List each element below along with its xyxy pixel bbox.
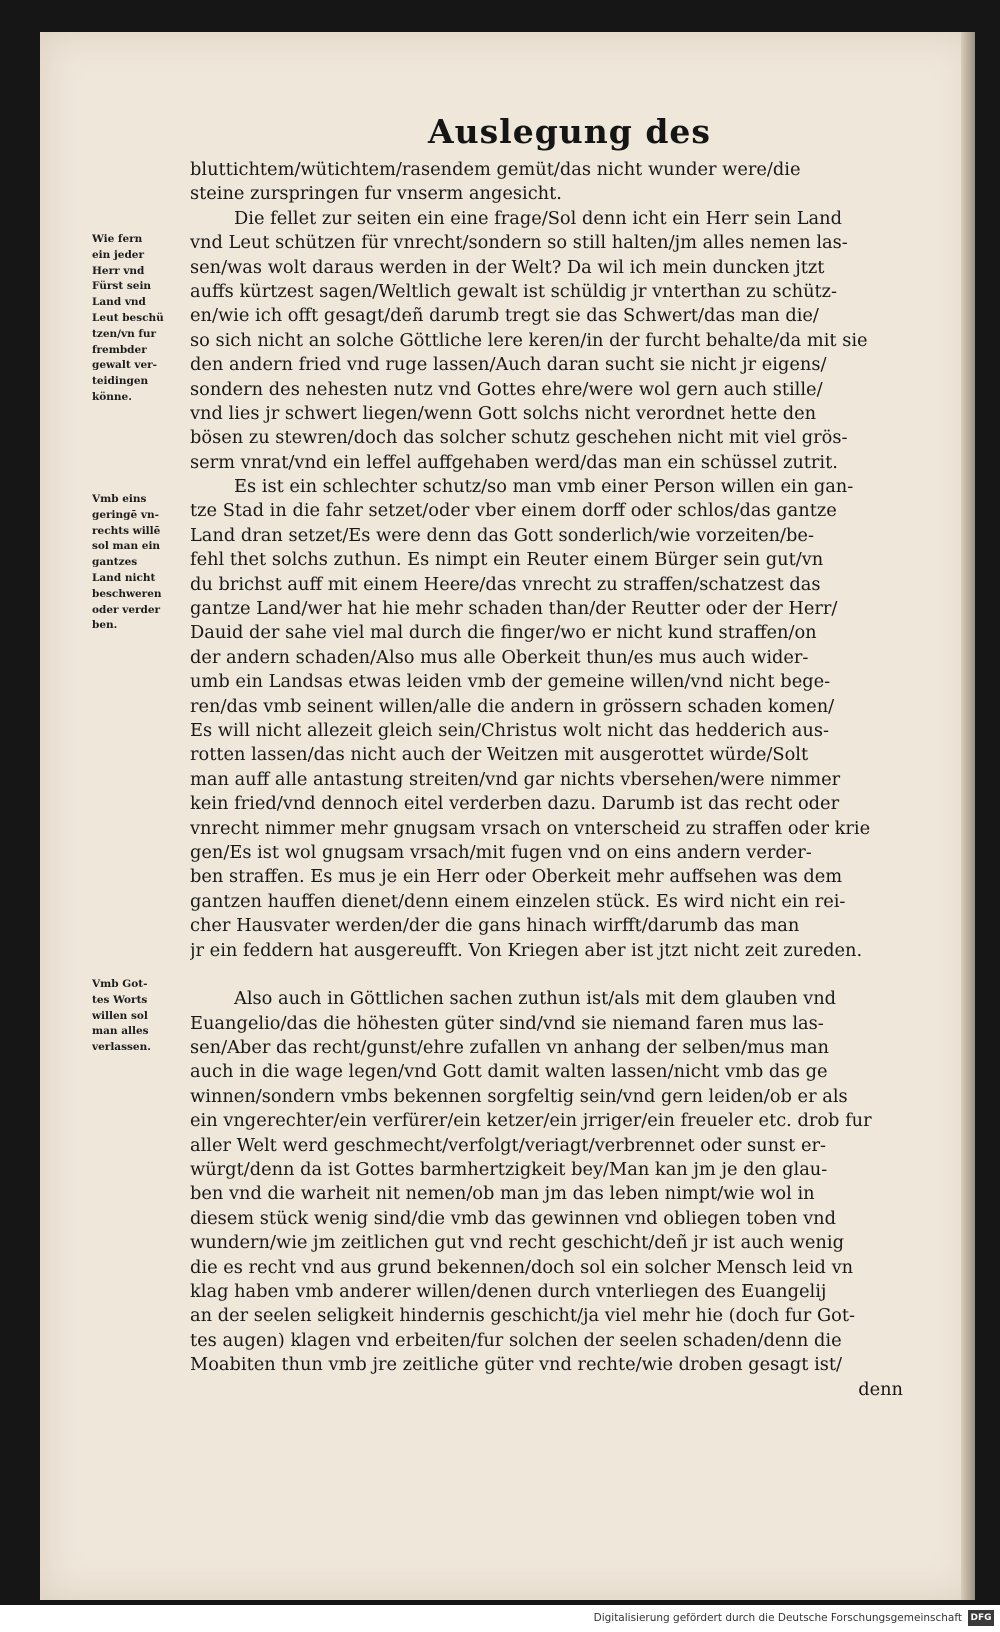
margin-note-line: gantzes — [92, 556, 138, 569]
running-head: Auslegung des — [428, 112, 711, 151]
text-line: Dauid der sahe viel mal durch die finger/wo er nicht kund straffen/on — [190, 622, 817, 644]
text-line: tes augen) klagen vnd erbeiten/fur solchen der seelen schaden/denn die — [190, 1329, 842, 1351]
text-line: tze Stad in die fahr setzet/oder vber einem dorff oder schlos/das gantze — [190, 500, 837, 522]
text-line: sen/was wolt daraus werden in der Welt? Da wil ich mein duncken jtzt — [190, 256, 825, 278]
margin-note-line: könne. — [92, 390, 132, 403]
margin-note-line: ein jeder — [92, 248, 144, 261]
margin-note-3 — [92, 977, 184, 1056]
margin-note-line: Land nicht — [92, 571, 156, 584]
margin-note-line: tzen/vn fur — [92, 327, 157, 340]
margin-note-line: ben. — [92, 619, 118, 632]
margin-note-line: Fürst sein — [92, 280, 152, 293]
text-line: jr ein feddern hat ausgereufft. Von Kriegen aber ist jtzt nicht zeit zureden. — [190, 939, 863, 961]
text-line: en/wie ich offt gesagt/deñ darumb tregt sie das Schwert/das man die/ — [190, 305, 819, 327]
text-line: den andern fried vnd ruge lassen/Auch daran sucht sie nicht jr eigens/ — [190, 354, 827, 376]
text-line: bösen zu stewren/doch das solcher schutz geschehen nicht mit viel grös- — [190, 427, 848, 449]
text-line: bluttichtem/wütichtem/rasendem gemüt/das nicht wunder were/die — [190, 159, 801, 180]
text-line: würgt/denn da ist Gottes barmhertzigkeit bey/Man kan jm je den glau- — [190, 1159, 828, 1181]
margin-note-line: gewalt ver- — [92, 359, 158, 372]
text-line: gantzen hauffen dienet/denn einem einzelen stück. Es wird nicht ein rei- — [190, 890, 846, 912]
margin-note-line: teidingen — [92, 375, 149, 388]
margin-note-2 — [92, 492, 184, 634]
text-line: Also auch in Göttlichen sachen zuthun ist/als mit dem glauben vnd — [234, 988, 837, 1010]
text-line: wundern/wie jm zeitlichen gut vnd recht geschicht/deñ jr ist auch wenig — [190, 1232, 844, 1254]
text-line: ren/das vmb seinent willen/alle die andern in grössern schaden komen/ — [190, 695, 835, 717]
text-line: winnen/sondern vmbs bekennen sorgfeltig sein/vnd gern leiden/ob er als — [190, 1085, 848, 1107]
margin-note-line: Land vnd — [92, 296, 146, 309]
margin-note-line: tes Worts — [92, 993, 148, 1006]
text-line: du brichst auff mit einem Heere/das vnrecht zu straffen/schatzest das — [190, 573, 821, 595]
text-line: rotten lassen/das nicht auch der Weitzen mit ausgerottet würde/Solt — [190, 744, 809, 766]
margin-note-line: Vmb Got- — [92, 978, 148, 990]
text-line: sen/Aber das recht/gunst/ehre zufallen vn anhang der selben/mus man — [190, 1037, 830, 1059]
text-line: der andern schaden/Also mus alle Oberkeit thun/es mus auch wider- — [190, 646, 809, 668]
text-line: cher Hausvater werden/der die gans hinach wirfft/darumb das man — [190, 915, 800, 937]
text-line: vnd lies jr schwert liegen/wenn Gott solchs nicht verordnet hette den — [190, 402, 817, 424]
catchword: denn — [858, 1378, 903, 1400]
text-line: vnd Leut schützen für vnrecht/sondern so still halten/jm alles nemen las- — [190, 232, 848, 254]
text-line: aller Welt werd geschmecht/verfolgt/veriagt/verbrennet oder sunst er- — [190, 1134, 827, 1156]
margin-note-line: oder verder — [92, 603, 161, 616]
text-line: auch in die wage legen/vnd Gott damit walten lassen/nicht vmb das ge — [190, 1061, 828, 1083]
text-line: gantze Land/wer hat hie mehr schaden than/der Reutter oder der Herr/ — [190, 598, 838, 620]
text-line: fehl thet solchs zuthun. Es nimpt ein Reuter einem Bürger sein gut/vn — [190, 549, 824, 571]
dfg-logo-icon: DFG — [968, 1610, 994, 1626]
text-line: ein vngerechter/ein verfürer/ein ketzer/ein jrriger/ein freueler etc. drob fur — [190, 1110, 872, 1132]
text-line: an der seelen seligkeit hindernis geschicht/ja viel mehr hie (doch fur Got- — [190, 1305, 856, 1327]
page-edge — [961, 32, 975, 1600]
text-line: Die fellet zur seiten ein eine frage/Sol denn icht ein Herr sein Land — [234, 207, 842, 229]
text-line: diesem stück wenig sind/die vmb das gewinnen vnd obliegen toben vnd — [190, 1207, 836, 1229]
text-line: ben straffen. Es mus je ein Herr oder Oberkeit mehr auffsehen was dem — [190, 866, 843, 888]
text-line: sondern des nehesten nutz vnd Gottes ehre/were wol gern auch stille/ — [190, 378, 823, 400]
text-line: vnrecht nimmer mehr gnugsam vrsach on vnterscheid zu straffen oder krie — [190, 817, 871, 839]
text-line: Land dran setzet/Es were denn das Gott sonderlich/wie vorzeiten/be- — [190, 524, 814, 546]
margin-note-line: Herr vnd — [92, 264, 145, 277]
margin-note-line: verlassen. — [92, 1041, 151, 1054]
text-line: klag haben vmb anderer willen/denen durch vnterliegen des Euangelij — [190, 1280, 827, 1302]
text-line: auffs kürtzest sagen/Weltlich gewalt ist schüldig jr vnterthan zu schütz- — [190, 280, 838, 302]
margin-note-line: Vmb eins — [92, 493, 147, 505]
text-line: steine zurspringen fur vnserm angesicht. — [190, 183, 562, 205]
text-line: Es will nicht allezeit gleich sein/Christus wolt nicht das hedderich aus- — [190, 719, 829, 741]
text-line: umb ein Landsas etwas leiden vmb der gemeine willen/vnd nicht bege- — [190, 671, 831, 693]
text-line: gen/Es ist wol gnugsam vrsach/mit fugen vnd on eins andern verder- — [190, 841, 812, 863]
text-line: ben vnd die warheit nit nemen/ob man jm das leben nimpt/wie wol in — [190, 1183, 815, 1205]
text-line: Moabiten thun vmb jre zeitliche güter vnd rechte/wie droben gesagt ist/ — [190, 1354, 843, 1376]
footer-bar — [0, 1605, 1000, 1632]
margin-note-line: willen sol — [92, 1009, 148, 1022]
margin-note-line: geringē vn- — [92, 508, 159, 521]
text-line: Es ist ein schlechter schutz/so man vmb einer Person willen ein gan- — [234, 476, 854, 498]
margin-note-line: man alles — [92, 1025, 149, 1038]
text-line: so sich nicht an solche Göttliche lere keren/in der furcht behalte/da mit sie — [190, 329, 868, 351]
main-text-block — [190, 158, 955, 1402]
text-line: die es recht vnd aus grund bekennen/doch sol ein solcher Mensch leid vn — [190, 1256, 854, 1278]
margin-note-line: Wie fern — [92, 233, 143, 245]
paragraph-gap — [190, 963, 955, 987]
margin-note-line: sol man ein — [92, 540, 161, 553]
text-line: kein fried/vnd dennoch eitel verderben dazu. Darumb ist das recht oder — [190, 793, 840, 815]
margin-note-line: rechts willē — [92, 524, 161, 537]
margin-note-line: frembder — [92, 343, 147, 356]
book-page — [40, 32, 975, 1600]
margin-note-line: Leut beschü — [92, 311, 164, 324]
margin-note-line: beschweren — [92, 587, 162, 600]
margin-note-1 — [92, 232, 184, 406]
text-line: serm vnrat/vnd ein leffel auffgehaben werd/das man ein schüssel zutrit. — [190, 451, 838, 473]
funding-credit: Digitalisierung gefördert durch die Deutsche Forschungsgemeinschaft — [593, 1612, 962, 1624]
text-line: Euangelio/das die höhesten güter sind/vnd sie niemand faren mus las- — [190, 1012, 824, 1034]
text-line: man auff alle antastung streiten/vnd gar nichts vbersehen/were nimmer — [190, 768, 841, 790]
